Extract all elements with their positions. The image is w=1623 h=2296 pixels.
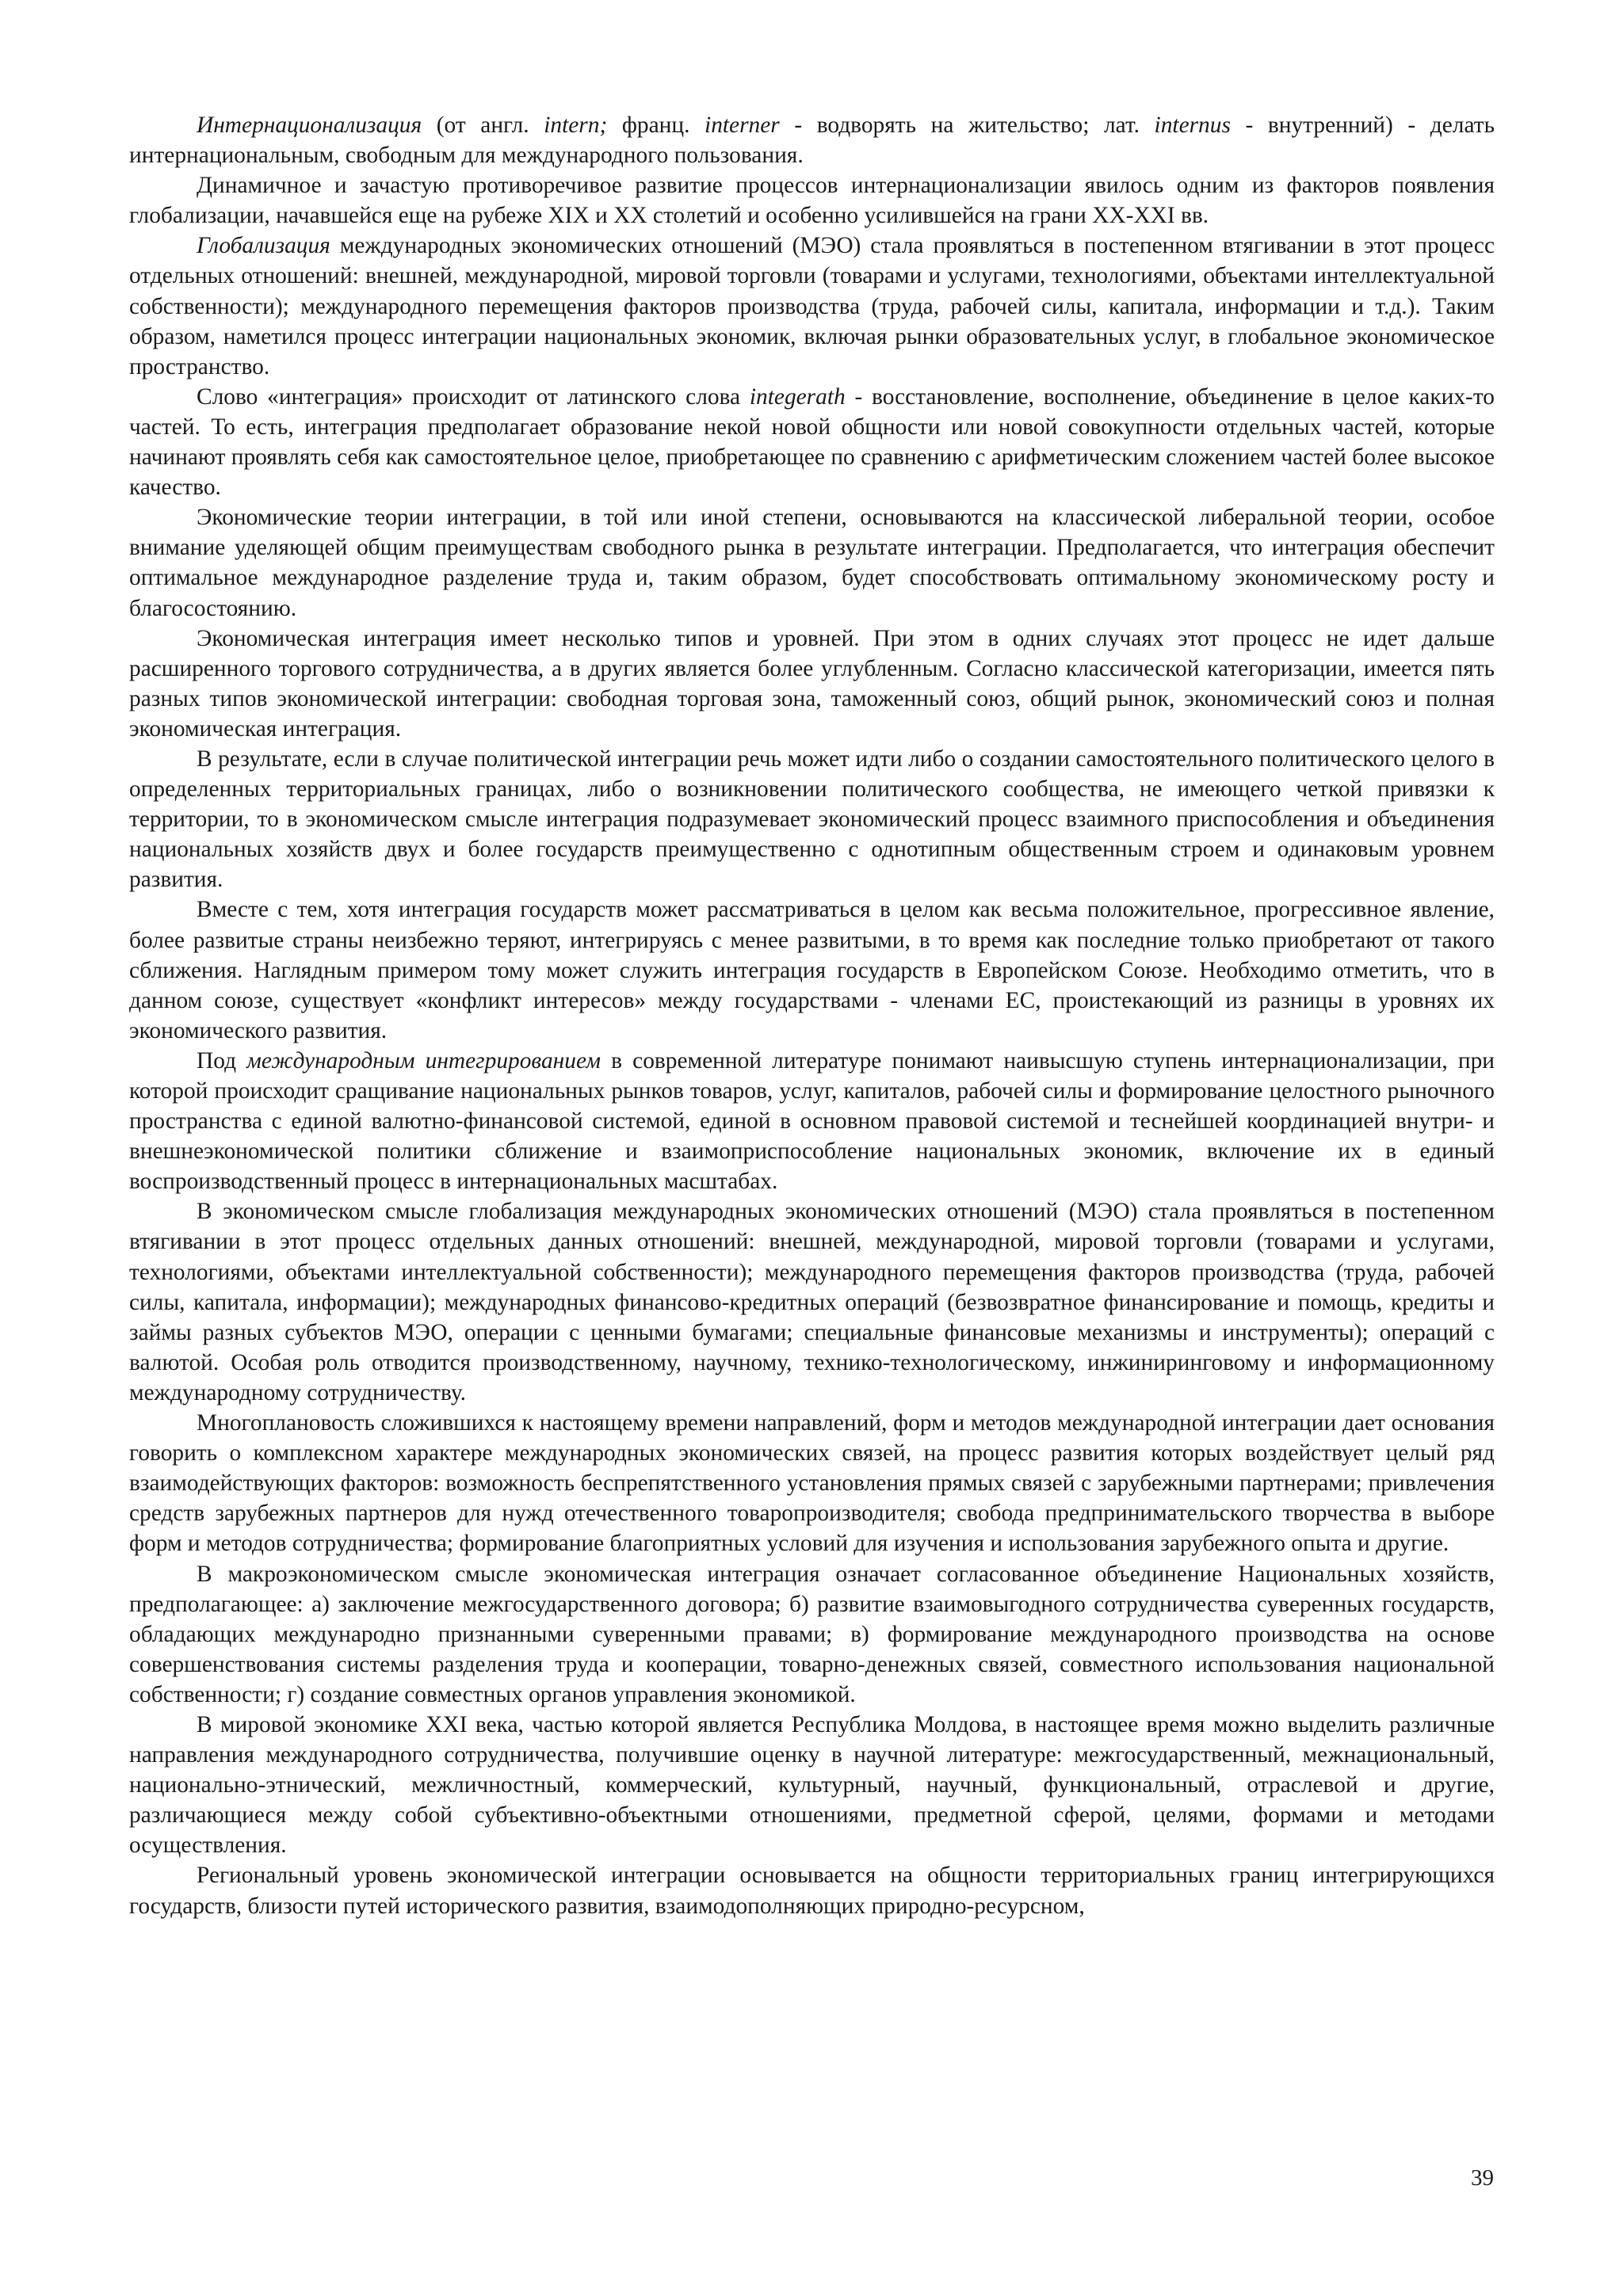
text-run: Вместе с тем, хотя интеграция государств может рассматриваться в целом как весьма положительное, прогрессивное явление, более развитые страны неизбежно теряют, интегрируясь с менее развитыми, в то время как последние только приобретают от такого сближения. Наглядным примером тому может служить интеграция государств в Европейском Союзе. Необходимо отметить, что в данном союзе, существует «конфликт интересов» между государствами - членами ЕС, проистекающий из разницы в уровнях их экономического развития. xyxy=(129,897,1495,1043)
text-run: В экономическом смысле глобализация международных экономических отношений (МЭО) стала проявляться в постепенном втягивании в этот процесс отдельных данных отношений: внешней, международной, мировой торговли (товарами и услугами, технологиями, объектами интеллектуальной собственности); международного перемещения факторов производства (труда, рабочей силы, капитала, информации); международных финансово-кредитных операций (безвозвратное финансирование и помощь, кредиты и займы разных субъектов МЭО, операции с ценными бумагами; специальные финансовые механизмы и инструменты); операций с валютой. Особая роль отводится производственному, научному, технико-технологическому, инжиниринговому и информационному международному сотрудничеству. xyxy=(129,1199,1495,1405)
text-run: Слово «интеграция» происходит от латинского слова xyxy=(197,383,750,410)
paragraph xyxy=(129,744,1495,894)
text-run: Под xyxy=(197,1047,247,1074)
paragraph xyxy=(129,502,1495,623)
paragraph xyxy=(129,1046,1495,1196)
italic-term: integerath xyxy=(749,383,846,410)
paragraph xyxy=(129,1196,1495,1408)
paragraph xyxy=(129,1860,1495,1920)
text-run: - внутренний) - делать интернациональным, свободным для международного пользования. xyxy=(129,113,1495,169)
paragraph xyxy=(129,170,1495,231)
text-run: (от англ. xyxy=(422,113,544,138)
text-run: Экономическая интеграция имеет несколько типов и уровней. При этом в одних случаях этот процесс не идет дальше расширенного торгового сотрудничества, а в других является более углубленным. Согласно классической категоризации, имеется пять разных типов экономической интеграции: свободная торговая зона, таможенный союз, общий рынок, экономический союз и полная экономическая интеграция. xyxy=(129,625,1495,742)
paragraph xyxy=(129,110,1495,170)
italic-term: международным интегрированием xyxy=(246,1047,601,1074)
paragraph xyxy=(129,1710,1495,1860)
text-run: франц. xyxy=(607,113,705,138)
text-run: в современной литературе понимают наивысшую ступень интернационализации, при которой происходит сращивание национальных рынков товаров, услуг, капиталов, рабочей силы и формирование целостного рыночного пространства с единой валютно-финансовой системой, единой в основном правовой системой и теснейшей координацией внутри- и внешнеэкономической политики сближение и взаимоприспособление национальных экономик, включение их в единый воспроизводственный процесс в интернациональных масштабах. xyxy=(129,1047,1495,1195)
text-run: Многоплановость сложившихся к настоящему времени направлений, форм и методов международной интеграции дает основания говорить о комплексном характере международных экономических связей, на процесс развития которых воздействует целый ряд взаимодействующих факторов: возможность беспрепятственного установления прямых связей с зарубежными партнерами; привлечения средств зарубежных партнеров для нужд отечественного товаропроизводителя; свобода предпринимательского творчества в выборе форм и методов сотрудничества; формирование благоприятных условий для изучения и использования зарубежного опыта и другие. xyxy=(129,1410,1495,1557)
text-run: Экономические теории интеграции, в той или иной степени, основываются на классической либеральной теории, особое внимание уделяющей общим преимуществам свободного рынка в результате интеграции. Предполагается, что интеграция обеспечит оптимальное международное разделение труда и, таким образом, будет способствовать оптимальному экономическому росту и благосостоянию. xyxy=(129,505,1495,621)
text-run: В макроэкономическом смысле экономическая интеграция означает согласованное объединение Национальных хозяйств, предполагающее: а) заключение межгосударственного договора; б) развитие взаимовыгодного сотрудничества суверенных государств, обладающих международно признанными суверенными правами; в) формирование международного производства на основе совершенствования системы разделения труда и кооперации, товарно-денежных связей, совместного использования национальной собственности; г) создание совместных органов управления экономикой. xyxy=(129,1561,1495,1707)
paragraph xyxy=(129,1559,1495,1710)
text-run: Динамичное и зачастую противоречивое развитие процессов интернационализации явилось одним из факторов появления глобализации, начавшейся еще на рубеже XIX и XX столетий и особенно усилившейся на грани XX-XXI вв. xyxy=(129,173,1495,229)
text-run: - водворять на жительство; лат. xyxy=(779,113,1155,138)
paragraph xyxy=(129,894,1495,1045)
text-run: В мировой экономике XXI века, частью которой является Республика Молдова, в настоящее время можно выделить различные направления международного сотрудничества, получившие оценку в научной литературе: межгосударственный, межнациональный, национально-этнический, межличностный, коммерческий, культурный, научный, функциональный, отраслевой и другие, различающиеся между собой субъективно-объектными отношениями, предметной сферой, целями, формами и методами осуществления. xyxy=(129,1711,1495,1859)
text-run: международных экономических отношений (МЭО) стала проявляться в постепенном втягивании в этот процесс отдельных отношений: внешней, международной, мировой торговли (товарами и услугами, технологиями, объектами интеллектуальной собственности); международного перемещения факторов производства (труда, рабочей силы, капитала, информации и т.д.). Таким образом, наметился процесс интеграции национальных экономик, включая рынки образовательных услуг, в глобальное экономическое пространство. xyxy=(129,233,1495,379)
paragraph xyxy=(129,231,1495,381)
text-run: В результате, если в случае политической интеграции речь может идти либо о создании самостоятельного политического целого в определенных территориальных границах, либо о возникновении политического сообщества, не имеющего четкой привязки к территории, то в экономическом смысле интеграция подразумевает экономический процесс взаимного приспособления и объединения национальных хозяйств двух и более государств преимущественно с однотипным общественным строем и одинаковым уровнем развития. xyxy=(129,746,1495,893)
italic-term: internus xyxy=(1154,113,1231,138)
page-number: 39 xyxy=(1471,2165,1494,2191)
text-run: Региональный уровень экономической интеграции основывается на общности территориальных границ интегрирующихся государств, близости путей исторического развития, взаимодополняющих природно-ресурсном, xyxy=(129,1863,1495,1919)
italic-term: intern; xyxy=(544,113,608,138)
text-run: - восстановление, восполнение, объединение в целое каких-то частей. То есть, интеграция предполагает образование некой новой общности или новой совокупности отдельных частей, которые начинают проявлять себя как самостоятельное целое, приобретающее по сравнению с арифметическим сложением частей более высокое качество. xyxy=(129,383,1495,501)
body-text xyxy=(129,110,1495,1921)
italic-term: interner xyxy=(705,113,780,138)
paragraph xyxy=(129,382,1495,502)
paragraph xyxy=(129,624,1495,744)
italic-term: Глобализация xyxy=(197,233,330,259)
italic-term: Интернационализация xyxy=(197,113,422,138)
paragraph xyxy=(129,1408,1495,1558)
